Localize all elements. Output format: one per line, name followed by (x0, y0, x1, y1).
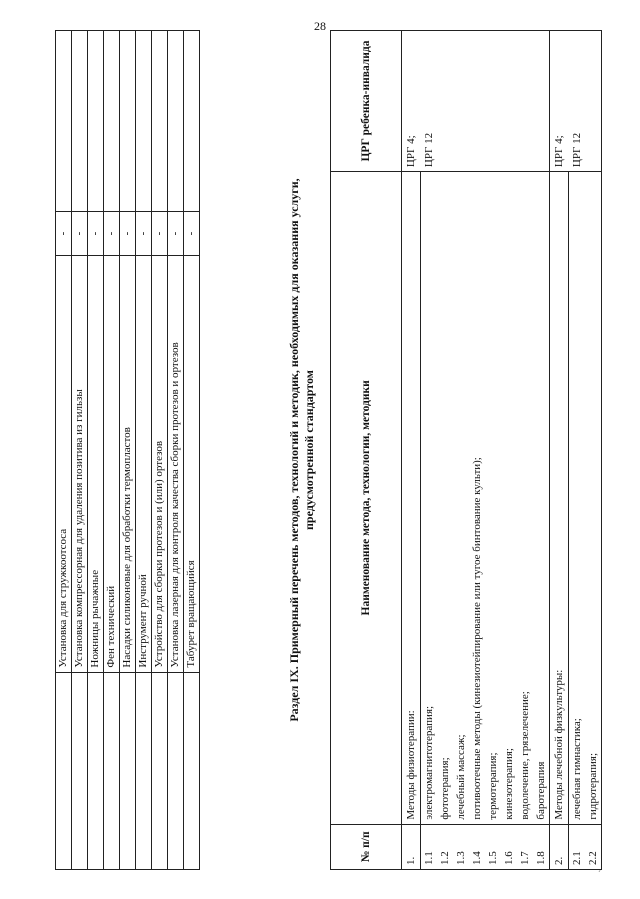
item-number: 2.1 (571, 851, 583, 865)
method-item: баротерапия (535, 761, 547, 820)
item-number: 1.3 (455, 851, 467, 865)
equipment-empty-cell (184, 672, 200, 869)
equipment-table (55, 30, 200, 870)
equipment-row (104, 31, 120, 870)
equipment-tail-cell (56, 31, 72, 212)
equipment-row (136, 31, 152, 870)
header-method-name: Наименование метода, технологии, методики (331, 172, 402, 825)
equipment-row (72, 31, 88, 870)
group-1-cpg-line-2: ЦРГ 12 (423, 132, 435, 168)
group-2-cpg-line-1: ЦРГ 4; (553, 135, 565, 168)
method-item: лечебный массаж; (455, 734, 467, 820)
method-item: фототерапия; (439, 757, 451, 820)
equipment-name: Ножницы рычажные (88, 255, 104, 672)
equipment-tail-cell (136, 31, 152, 212)
method-item: электромагнитотерапия; (423, 705, 435, 820)
equipment-row (168, 31, 184, 870)
equipment-value: - (168, 212, 184, 255)
group-1-title: Методы физиотерапии: (402, 172, 421, 825)
equipment-name: Установка для стружкоотсоса (56, 255, 72, 672)
method-item: лечебная гимнастика; (571, 718, 583, 820)
header-number: № п/п (331, 824, 402, 869)
methods-header-row (331, 31, 402, 870)
equipment-empty-cell (72, 672, 88, 869)
equipment-value: - (56, 212, 72, 255)
equipment-empty-cell (152, 672, 168, 869)
rotated-page-content (55, 30, 599, 870)
equipment-tail-cell (72, 31, 88, 212)
item-number: 1.4 (471, 851, 483, 865)
group-1-cpg (402, 31, 550, 172)
equipment-row (120, 31, 136, 870)
section-title-line-1: Раздел IX. Примерный перечень методов, технологий и методик, необходимых для оказания услуги, (287, 178, 301, 722)
equipment-value: - (136, 212, 152, 255)
equipment-name: Устройство для сборки протезов и (или) ортезов (152, 255, 168, 672)
equipment-name: Насадки силиконовые для обработки термопластов (120, 255, 136, 672)
group-1-item-numbers (421, 824, 550, 869)
method-item: потивоотечные методы (кинезиотейпирование или тугое бинтование культи); (471, 457, 483, 820)
item-number: 1.5 (487, 851, 499, 865)
page-number: 28 (314, 19, 326, 33)
equipment-tail-cell (120, 31, 136, 212)
equipment-name: Фен технический (104, 255, 120, 672)
item-number: 1.1 (423, 851, 435, 865)
item-number: 1.2 (439, 851, 451, 865)
equipment-row (88, 31, 104, 870)
equipment-value: - (184, 212, 200, 255)
group-1-header-row (402, 31, 421, 870)
group-2-header-row (550, 31, 569, 870)
equipment-name: Установка компрессорная для удаления позитива из гильзы (72, 255, 88, 672)
equipment-row (152, 31, 168, 870)
equipment-empty-cell (88, 672, 104, 869)
group-1-item-list (421, 172, 550, 825)
equipment-empty-cell (56, 672, 72, 869)
group-2-number: 2. (550, 824, 569, 869)
group-2-cpg (550, 31, 602, 172)
equipment-tail-cell (152, 31, 168, 212)
equipment-name: Установка лазерная для контроля качества сборки протезов и ортезов (168, 255, 184, 672)
equipment-tail-cell (184, 31, 200, 212)
equipment-empty-cell (120, 672, 136, 869)
equipment-tail-cell (168, 31, 184, 212)
item-number: 2.2 (587, 851, 599, 865)
group-1-cpg-line-1: ЦРГ 4; (405, 135, 417, 168)
equipment-empty-cell (136, 672, 152, 869)
equipment-tail-cell (104, 31, 120, 212)
item-number: 1.6 (503, 851, 515, 865)
equipment-value: - (152, 212, 168, 255)
equipment-row (184, 31, 200, 870)
method-item: водолечение, грязелечение; (519, 691, 531, 820)
equipment-tail-cell (88, 31, 104, 212)
equipment-row (56, 31, 72, 870)
equipment-empty-cell (168, 672, 184, 869)
method-item: гидротерапия; (587, 752, 599, 820)
section-title (287, 30, 317, 870)
equipment-value: - (88, 212, 104, 255)
header-cpg: ЦРГ ребенка-инвалида (331, 31, 402, 172)
equipment-value: - (120, 212, 136, 255)
group-2-item-list (569, 172, 602, 825)
equipment-empty-cell (104, 672, 120, 869)
scan-mark: ˊ (598, 869, 601, 879)
method-item: кинезотерапия; (503, 748, 515, 820)
section-title-line-2: предусмотренной стандартом (302, 370, 316, 530)
group-2-title: Методы лечебной физкультуры: (550, 172, 569, 825)
method-item: термотерапия; (487, 752, 499, 820)
item-number: 1.7 (519, 851, 531, 865)
group-2-cpg-line-2: ЦРГ 12 (571, 132, 583, 168)
equipment-name: Инструмент ручной (136, 255, 152, 672)
item-number: 1.8 (535, 851, 547, 865)
group-1-number: 1. (402, 824, 421, 869)
equipment-value: - (104, 212, 120, 255)
group-2-item-numbers (569, 824, 602, 869)
equipment-value: - (72, 212, 88, 255)
methods-table (330, 30, 602, 870)
equipment-name: Табурет вращающийся (184, 255, 200, 672)
